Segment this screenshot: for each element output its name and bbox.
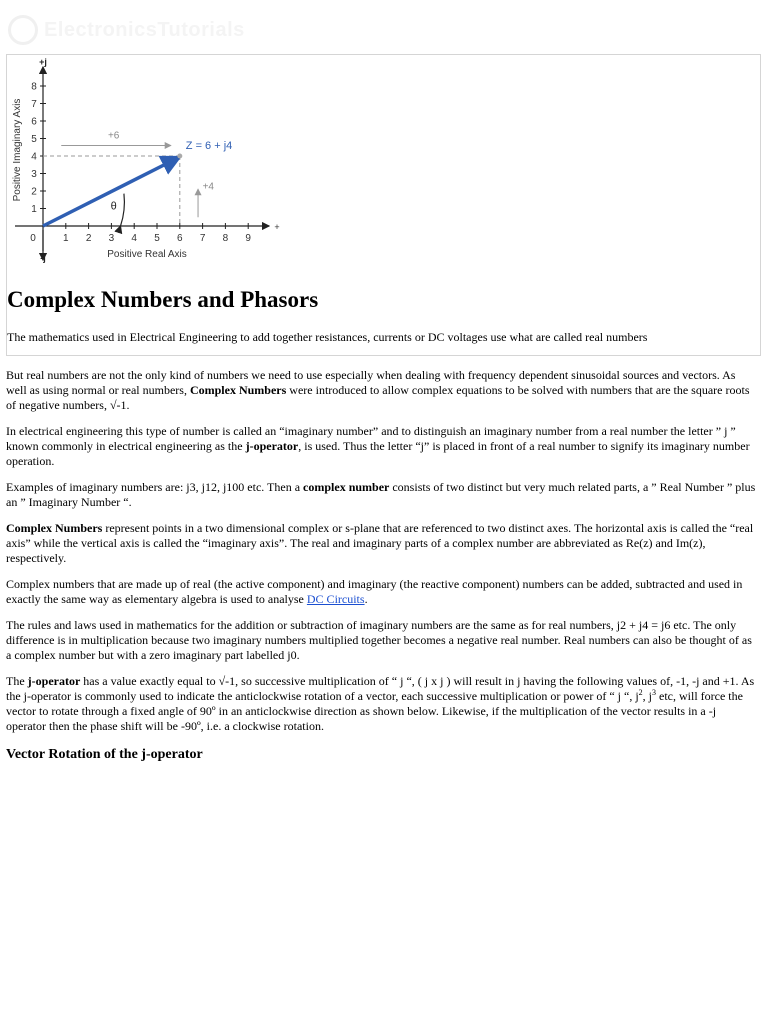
text: consists of two distinct but very much related parts, a ” Real Number ” plus an ” Imaginary Number “. bbox=[6, 480, 756, 509]
paragraph bbox=[6, 368, 758, 413]
x-tick-label: 7 bbox=[199, 233, 206, 244]
text: . bbox=[364, 592, 368, 606]
text: Examples of imaginary numbers are: j3, j12, j100 etc. Then a bbox=[6, 480, 304, 494]
x-tick-label: 3 bbox=[108, 233, 115, 244]
x-tick-label: 4 bbox=[131, 233, 137, 244]
text: In electrical engineering this type of number is called an “imaginary number” and to distinguish an imaginary number from a real number the letter ” j ” known commonly in electrical engineering as the bbox=[6, 424, 736, 453]
logo-text: ElectronicsTutorials bbox=[44, 18, 245, 41]
paragraph: The rules and laws used in mathematics for the addition or subtraction of imaginary numbers are the same as for real numbers, j2 + j4 = j6 etc. The only difference is in multiplication because two imaginary numbers multiplied together becomes a negative real number. Real numbers can also be thought of as a complex number but with a zero imaginary part labelled j0. bbox=[6, 618, 752, 662]
vector-z-arrow bbox=[43, 159, 176, 226]
text: , is used. Thus the letter “j” is placed in front of a real number to signify its imaginary number operation. bbox=[6, 439, 750, 468]
y-tick-label: 4 bbox=[31, 151, 37, 163]
y-tick-label: 2 bbox=[31, 186, 37, 198]
page-subtitle: The mathematics used in Electrical Engineering to add together resistances, currents or DC voltages use what are called real numbers bbox=[7, 330, 648, 344]
bold-term: Complex Numbers bbox=[6, 521, 103, 535]
y-tick-label: 1 bbox=[31, 204, 37, 215]
x-tick-label: 9 bbox=[245, 233, 251, 244]
superscript: 3 bbox=[652, 688, 656, 697]
vector-label: Z = 6 + j4 bbox=[185, 140, 233, 152]
real-part-label: +6 bbox=[107, 130, 120, 142]
plus-j-label: +j bbox=[39, 57, 47, 67]
text: represent points in a two dimensional complex or s-plane that are referenced to two distinct axes. The horizontal axis is called the “real axis” while the vertical axis is called the “imaginary axis”. The real and imaginary parts of a complex number are abbreviated as Re(z) and Im(z), respectively. bbox=[6, 521, 754, 565]
y-tick-label: 7 bbox=[31, 99, 37, 110]
minus-j-label: -j bbox=[40, 253, 46, 263]
dc-circuits-link[interactable]: DC Circuits bbox=[306, 592, 365, 606]
paragraph bbox=[6, 521, 758, 566]
paragraph bbox=[6, 424, 758, 469]
x-tick-label: 5 bbox=[154, 233, 160, 244]
x-axis-end-label: + bbox=[274, 222, 280, 232]
text: But real numbers are not the only kind of numbers we need to use especially when dealing with frequency dependent sinusoidal sources and vectors. As well as using normal or real numbers, bbox=[6, 368, 736, 397]
text: Complex numbers that are made up of real (the active component) and imaginary (the reactive component) numbers can be added, subtracted and used in exactly the same way as elementary algebra is used to analyse bbox=[6, 577, 743, 606]
y-axis-title: Positive Imaginary Axis bbox=[12, 98, 23, 202]
x-axis-title: Positive Real Axis bbox=[107, 249, 187, 260]
text: , j bbox=[642, 689, 652, 703]
complex-plane-diagram bbox=[7, 55, 307, 275]
paragraph bbox=[6, 577, 758, 607]
angle-arc bbox=[121, 194, 125, 226]
site-logo[interactable] bbox=[8, 10, 245, 50]
paragraph bbox=[6, 480, 758, 510]
text: has a value exactly equal to √-1, so successive multiplication of “ j “, ( j x j ) will result in j having the following values of, -1, -j and +1. As the j-operator is commonly used to indicate the anticlockwise rotation of a vector, each successive multiplication or power of “ j “, j bbox=[6, 674, 755, 703]
bold-term: complex number bbox=[303, 480, 390, 494]
x-tick-label: 2 bbox=[85, 233, 92, 244]
superscript: 2 bbox=[638, 688, 643, 697]
y-tick-label: 5 bbox=[31, 134, 37, 145]
x-tick-label: 1 bbox=[63, 233, 69, 244]
section-heading: Vector Rotation of the j-operator bbox=[6, 747, 203, 762]
paragraph bbox=[6, 674, 758, 734]
text: The bbox=[6, 674, 28, 688]
vector-end-point bbox=[177, 154, 182, 159]
hero-card bbox=[6, 54, 761, 356]
origin-label: 0 bbox=[30, 233, 36, 244]
imag-part-label: +4 bbox=[202, 181, 215, 193]
logo-icon bbox=[8, 15, 38, 45]
y-tick-label: 3 bbox=[31, 169, 37, 180]
article-body bbox=[6, 368, 758, 764]
bold-term: Complex Numbers bbox=[189, 383, 287, 397]
y-tick-label: 6 bbox=[31, 116, 37, 128]
angle-label: θ bbox=[110, 200, 117, 213]
x-tick-label: 8 bbox=[222, 233, 229, 244]
bold-term: j-operator bbox=[27, 674, 81, 688]
page-title: Complex Numbers and Phasors bbox=[7, 287, 319, 312]
text: etc, will force the vector to rotate through a fixed angle of 90º in an anticlockwise direction as shown below. Likewise, if the multiplication of the vector results in a -j operator then the phase shift will be -90º, i.e. a clockwise rotation. bbox=[6, 689, 743, 733]
y-tick-label: 8 bbox=[31, 81, 37, 93]
x-tick-label: 6 bbox=[177, 233, 183, 244]
text: were introduced to allow complex equations to be solved with numbers that are the square roots of negative numbers, √-1. bbox=[6, 383, 750, 412]
bold-term: j-operator bbox=[245, 439, 299, 453]
